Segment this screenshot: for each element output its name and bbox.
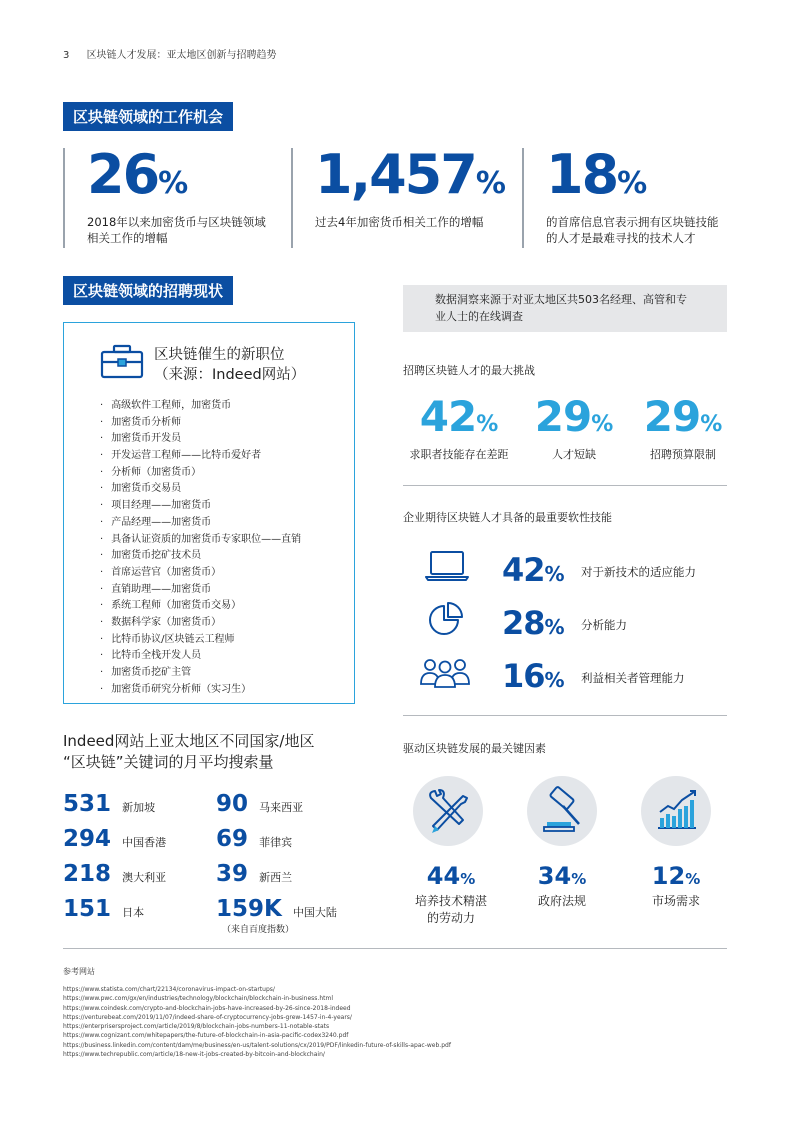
country-row xyxy=(216,828,292,851)
stat-desc-line: 2018年以来加密货币与区块链领域 xyxy=(87,215,266,229)
country-value: 159K xyxy=(216,896,282,922)
driver-item: 12% 市场需求 xyxy=(634,864,718,910)
divider xyxy=(63,948,727,949)
list-item: · 产品经理——加密货币 xyxy=(100,515,301,532)
challenge-label: 招聘预算限制 xyxy=(650,448,716,461)
stat-unit: % xyxy=(475,166,506,201)
challenge-label: 求职者技能存在差距 xyxy=(409,448,509,461)
list-item: · 加密货币开发员 xyxy=(100,431,301,448)
challenges-title: 招聘区块链人才的最大挑战 xyxy=(403,364,535,377)
stat-value: 18 xyxy=(546,143,618,206)
country-row xyxy=(216,793,303,816)
drivers-title: 驱动区块链发展的最关键因素 xyxy=(403,742,546,755)
country-value: 218 xyxy=(63,861,112,887)
divider xyxy=(403,715,727,716)
list-item: · 加密货币交易员 xyxy=(100,481,301,498)
driver-label: 市场需求 xyxy=(651,894,700,908)
list-item: · 比特币全栈开发人员 xyxy=(100,648,301,665)
references-list xyxy=(63,985,727,1059)
list-item: · 加密货币挖矿技术员 xyxy=(100,548,301,565)
reference-link[interactable]: https://www.pwc.com/gx/en/industries/technology/blockchain/blockchain-in-business.html xyxy=(63,995,333,1003)
country-name: 新加坡 xyxy=(122,801,156,814)
new-jobs-box xyxy=(63,322,355,704)
country-value: 39 xyxy=(216,861,249,887)
section-title-recruiting: 区块链领域的招聘现状 xyxy=(63,276,233,305)
stat-unit: % xyxy=(617,166,648,201)
page-number: 3 xyxy=(63,50,70,61)
section-title-opportunities: 区块链领域的工作机会 xyxy=(63,102,233,131)
stat-unit: % xyxy=(158,166,189,201)
document-title: 区块链人才发展：亚太地区创新与招聘趋势 xyxy=(86,50,277,61)
country-row xyxy=(216,863,292,886)
new-jobs-list xyxy=(100,398,301,698)
stat-desc-line: 的首席信息官表示拥有区块链技能 xyxy=(546,215,719,229)
list-item: · 高级软件工程师，加密货币 xyxy=(100,398,301,415)
people-icon xyxy=(420,656,470,692)
stat-crypto-growth xyxy=(291,143,516,248)
driver-item: 34% 政府法规 xyxy=(520,864,604,910)
country-row xyxy=(216,898,337,921)
challenge-item: 29% 招聘预算限制 xyxy=(640,396,726,462)
country-row xyxy=(63,793,155,816)
reference-link[interactable]: https://www.cognizant.com/whitepapers/the-future-of-blockchain-in-asia-pacific-codex3240.pdf xyxy=(63,1032,349,1040)
new-jobs-title: 区块链催生的新职位 （来源：Indeed网站） xyxy=(154,347,306,383)
country-value: 151 xyxy=(63,896,112,922)
stat-desc-line: 相关工作的增幅 xyxy=(87,231,168,245)
country-search-title: Indeed网站上亚太地区不同国家/地区 “区块链”关键词的月平均搜索量 xyxy=(63,732,315,771)
skill-value: 16 xyxy=(502,657,545,695)
stat-value: 26 xyxy=(87,143,159,206)
skill-label: 利益相关者管理能力 xyxy=(581,671,685,685)
country-value: 90 xyxy=(216,791,249,817)
country-note: （来自百度指数） xyxy=(222,925,295,935)
divider xyxy=(403,485,727,486)
list-item: · 开发运营工程师——比特币爱好者 xyxy=(100,448,301,465)
country-name: 中国香港 xyxy=(122,836,167,849)
list-item: · 加密货币挖矿主管 xyxy=(100,665,301,682)
country-name: 中国大陆 xyxy=(292,906,337,919)
country-name: 新西兰 xyxy=(259,871,293,884)
reference-link[interactable]: https://www.statista.com/chart/22134/coronavirus-impact-on-startups/ xyxy=(63,986,275,993)
driver-label: 培养技术精湛 xyxy=(414,894,487,908)
country-value: 69 xyxy=(216,826,249,852)
country-name: 日本 xyxy=(122,906,145,919)
country-value: 294 xyxy=(63,826,112,852)
country-row xyxy=(63,863,166,886)
skill-label: 对于新技术的适应能力 xyxy=(581,565,696,579)
challenge-label: 人才短缺 xyxy=(552,448,596,461)
reference-link[interactable]: https://www.techrepublic.com/article/18-new-it-jobs-created-by-bitcoin-and-blockchain/ xyxy=(63,1051,325,1059)
stat-desc-line: 过去4年加密货币相关工作的增幅 xyxy=(315,215,484,229)
list-item: · 比特币协议/区块链云工程师 xyxy=(100,632,301,649)
reference-link[interactable]: https://venturebeat.com/2019/11/07/indeed-share-of-cryptocurrency-jobs-grew-1457-in-4-years/ xyxy=(63,1013,352,1021)
driver-item: 44% 培养技术精湛 的劳动力 xyxy=(403,864,499,927)
driver-label: 政府法规 xyxy=(537,894,586,908)
skill-value: 42 xyxy=(502,551,545,589)
country-row xyxy=(63,828,166,851)
reference-link[interactable]: https://www.coindesk.com/crypto-and-blockchain-jobs-have-increased-by-26-since-2018-indeed xyxy=(63,1004,351,1012)
stat-cio-skills xyxy=(522,143,732,248)
skill-label: 分析能力 xyxy=(581,618,627,632)
list-item: · 分析师（加密货币） xyxy=(100,465,301,482)
gavel-icon xyxy=(527,776,597,846)
laptop-icon xyxy=(425,550,469,586)
list-item: · 加密货币分析师 xyxy=(100,415,301,432)
list-item: · 首席运营官（加密货币） xyxy=(100,565,301,582)
driver-label: 的劳动力 xyxy=(426,911,475,925)
country-value: 531 xyxy=(63,791,112,817)
challenge-item: 29% 人才短缺 xyxy=(534,392,614,461)
country-name: 澳大利亚 xyxy=(122,871,167,884)
list-item: · 具备认证资质的加密货币专家职位——直销 xyxy=(100,532,301,549)
stat-job-growth xyxy=(63,143,283,248)
country-name: 菲律宾 xyxy=(259,836,293,849)
list-item: · 加密货币研究分析师（实习生） xyxy=(100,682,301,699)
reference-link[interactable]: https://business.linkedin.com/content/dam/me/business/en-us/talent-solutions/cx/2019/PDF/linkedin-future-of-skills-apac-web.pdf xyxy=(63,1041,451,1049)
soft-skills-title: 企业期待区块链人才具备的最重要软性技能 xyxy=(403,511,612,524)
country-name: 马来西亚 xyxy=(259,801,304,814)
stat-value: 1,457 xyxy=(315,143,476,206)
bar-chart-icon xyxy=(641,776,711,846)
reference-link[interactable]: https://enterprisersproject.com/article/2019/8/blockchain-jobs-numbers-11-notable-stats xyxy=(63,1023,330,1031)
country-row xyxy=(63,898,144,921)
survey-source-note: 数据洞察来源于对亚太地区共503名经理、高管和专 业人士的在线调查 xyxy=(403,285,727,332)
list-item: · 系统工程师（加密货币交易） xyxy=(100,598,301,615)
briefcase-icon xyxy=(100,343,144,379)
stat-desc-line: 的人才是最难寻找的技术人才 xyxy=(546,231,696,245)
challenge-item: 42% 求职者技能存在差距 xyxy=(409,392,509,461)
tools-icon xyxy=(413,776,483,846)
references-title: 参考网站 xyxy=(63,967,95,976)
list-item: · 直销助理——加密货币 xyxy=(100,582,301,599)
skill-value: 28 xyxy=(502,604,545,642)
list-item: · 项目经理——加密货币 xyxy=(100,498,301,515)
list-item: · 数据科学家（加密货币） xyxy=(100,615,301,632)
pie-chart-icon xyxy=(428,602,464,642)
page-header xyxy=(63,46,277,61)
